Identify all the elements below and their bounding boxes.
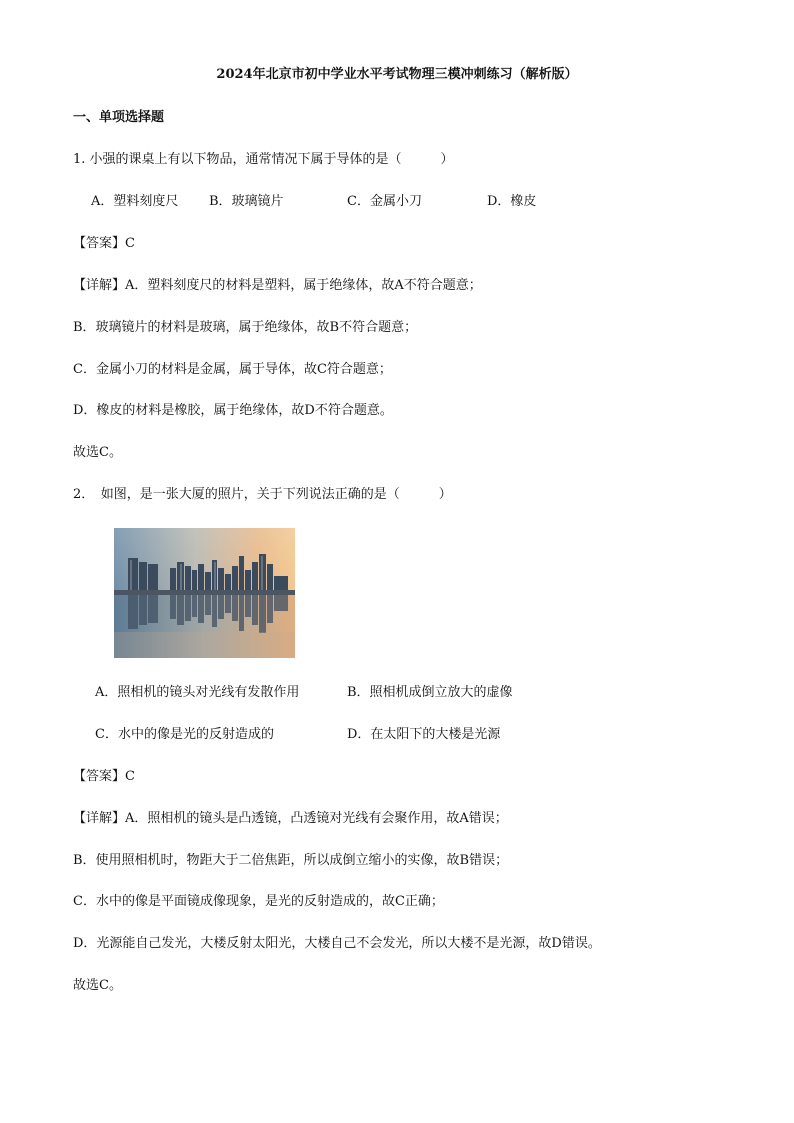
q2-option-a: A．照相机的镜头对光线有发散作用 — [95, 685, 300, 700]
q2-option-d: D．在太阳下的大楼是光源 — [347, 727, 501, 742]
q2-analysis-d: D．光源能自己发光，大楼反射太阳光，大楼自己不会发光，所以大楼不是光源，故D错误。 — [73, 936, 601, 951]
q2-analysis-c: C．水中的像是平面镜成像现象，是光的反射造成的，故C正确； — [73, 894, 444, 909]
q1-option-a: A．塑料刻度尺 — [91, 194, 179, 209]
q1-stem: 1. 小强的课桌上有以下物品，通常情况下属于导体的是（ ） — [73, 152, 454, 167]
section-heading: 一、单项选择题 — [73, 110, 165, 125]
q1-analysis-a: 【详解】A．塑料刻度尺的材料是塑料，属于绝缘体，故A不符合题意； — [73, 278, 482, 293]
doc-title: 2024年北京市初中学业水平考试物理三模冲刺练习（解析版） — [216, 67, 578, 82]
q2-conclusion: 故选C。 — [73, 978, 122, 993]
q2-stem: 2． 如图，是一张大厦的照片，关于下列说法正确的是（ ） — [73, 487, 452, 502]
building-photo — [114, 528, 295, 658]
q1-option-b: B．玻璃镜片 — [209, 194, 284, 209]
q1-option-d: D．橡皮 — [487, 194, 537, 209]
q2-answer: 【答案】C — [73, 769, 135, 784]
q1-analysis-d: D．橡皮的材料是橡胶，属于绝缘体，故D不符合题意。 — [73, 403, 393, 418]
q2-analysis-b: B．使用照相机时，物距大于二倍焦距，所以成倒立缩小的实像，故B错误； — [73, 853, 509, 868]
q2-option-b: B．照相机成倒立放大的虚像 — [347, 685, 513, 700]
q1-conclusion: 故选C。 — [73, 445, 122, 460]
q2-option-c: C．水中的像是光的反射造成的 — [95, 727, 274, 742]
q1-analysis-c: C．金属小刀的材料是金属，属于导体，故C符合题意； — [73, 362, 392, 377]
q2-analysis-a: 【详解】A．照相机的镜头是凸透镜，凸透镜对光线有会聚作用，故A错误； — [73, 811, 508, 826]
q1-answer: 【答案】C — [73, 236, 135, 251]
q1-option-c: C．金属小刀 — [347, 194, 422, 209]
q1-analysis-b: B．玻璃镜片的材料是玻璃，属于绝缘体，故B不符合题意； — [73, 320, 418, 335]
